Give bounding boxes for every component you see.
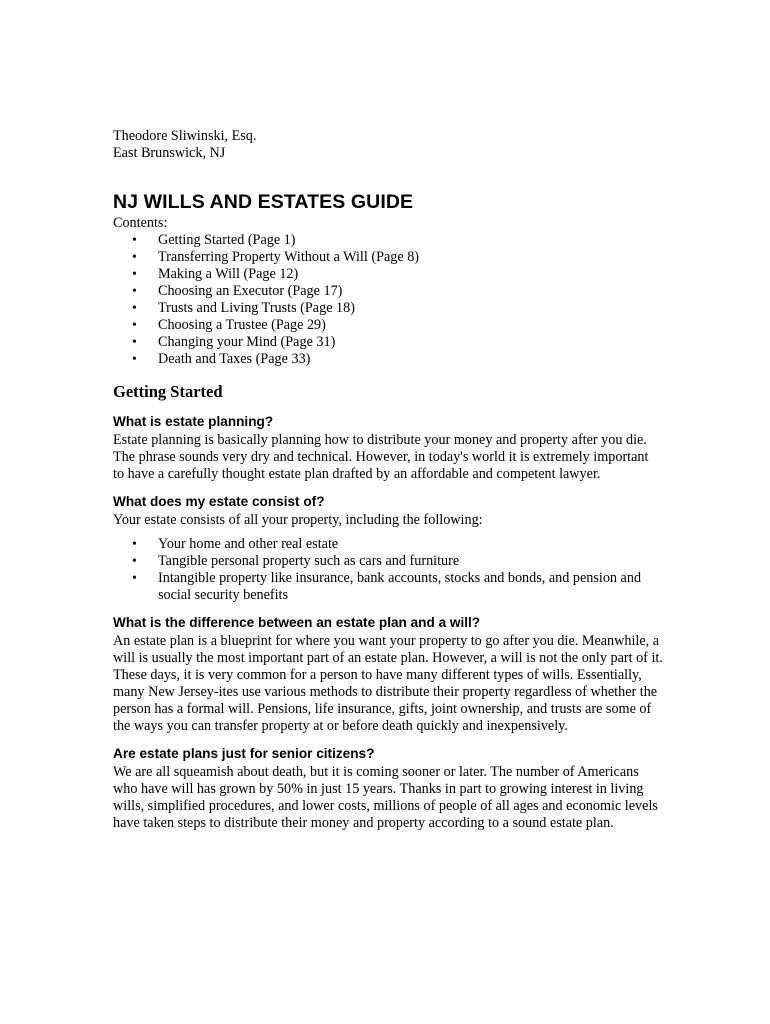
toc-item: • Choosing a Trustee (Page 29)	[126, 317, 663, 334]
estate-items-list	[113, 536, 663, 604]
author-location: East Brunswick, NJ	[113, 145, 226, 161]
list-item: • Tangible personal property such as cars and furniture	[126, 553, 663, 570]
answer-paragraph: An estate plan is a blueprint for where you want your property to go after you die. Meanwhile, a will is usually the most important part of an estate plan. However, a will is not the only part of it. These days, it is very common for a person to have many different types of wills. Essentially, many New Jersey-ites use various methods to distribute their property regardless of whether the person has a formal will. Pensions, life insurance, gifts, joint ownership, and trusts are some of the ways you can transfer property at or before death quickly and inexpensively.	[113, 633, 663, 734]
table-of-contents	[113, 232, 663, 368]
question-heading: What is estate planning?	[113, 414, 274, 429]
toc-item: • Death and Taxes (Page 33)	[126, 351, 663, 368]
toc-item: • Transferring Property Without a Will (Page 8)	[126, 249, 663, 266]
answer-paragraph: Estate planning is basically planning how to distribute your money and property after you die. The phrase sounds very dry and technical. However, in today's world it is extremely important to have a carefully thought estate plan drafted by an affordable and competent lawyer.	[113, 432, 649, 482]
document-page	[113, 128, 663, 832]
toc-item: • Changing your Mind (Page 31)	[126, 334, 663, 351]
toc-item: • Getting Started (Page 1)	[126, 232, 663, 249]
question-heading: Are estate plans just for senior citizens?	[113, 746, 375, 761]
toc-item: • Choosing an Executor (Page 17)	[126, 283, 663, 300]
list-item: • Your home and other real estate	[126, 536, 663, 553]
document-title: NJ WILLS AND ESTATES GUIDE	[113, 191, 414, 213]
question-heading: What is the difference between an estate plan and a will?	[113, 615, 481, 630]
toc-item: • Making a Will (Page 12)	[126, 266, 663, 283]
author-block	[113, 128, 663, 162]
toc-item: • Trusts and Living Trusts (Page 18)	[126, 300, 663, 317]
question-heading: What does my estate consist of?	[113, 494, 325, 509]
answer-paragraph: We are all squeamish about death, but it is coming sooner or later. The number of Americans who have will has grown by 50% in just 15 years. Thanks in part to growing interest in living wills, simplified procedures, and lower costs, millions of people of all ages and economic levels have taken steps to distribute their money and property according to a sound estate plan.	[113, 764, 658, 831]
section-title: Getting Started	[113, 382, 223, 401]
contents-label: Contents:	[113, 215, 168, 231]
author-name: Theodore Sliwinski, Esq.	[113, 128, 257, 144]
list-item: • Intangible property like insurance, bank accounts, stocks and bonds, and pension and social security benefits	[126, 570, 663, 604]
answer-paragraph: Your estate consists of all your property, including the following:	[113, 512, 483, 528]
